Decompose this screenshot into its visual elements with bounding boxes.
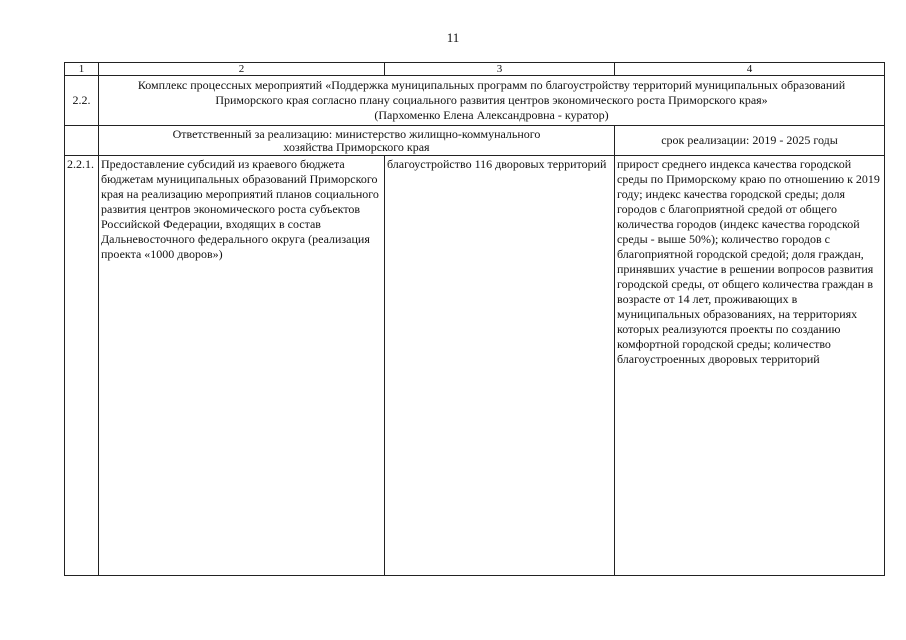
header-col-2: 2 <box>99 63 385 76</box>
section-curator: (Пархоменко Елена Александровна - куратор) <box>374 108 609 122</box>
section-title: Комплекс процессных мероприятий «Поддержка муниципальных программ по благоустройству территорий муниципальных образований Приморского края согласно плану социального развития центров экономического роста Приморского края» <box>137 78 846 107</box>
responsible-text: Ответственный за реализацию: министерство жилищно-коммунального хозяйства Приморского края <box>99 126 615 156</box>
header-col-3: 3 <box>385 63 615 76</box>
row-indicators: прирост среднего индекса качества городской среды по Приморскому краю по отношению к 2019 году; индекс качества городской среды; доля городов с благоприятной средой от общего количества городов (индекс качества городской среды - выше 50%); количество городов с благоприятной городской средой; доля граждан, принявших участие в решении вопросов развития городской среды, от общего количества граждан в возрасте от 14 лет, проживающих в муниципальных образованиях, на территориях которых реализуются проекты по созданию комфортной городской среды; количество благоустроенных дворовых территорий <box>615 156 885 576</box>
section-row <box>65 76 885 126</box>
page-number: 11 <box>446 30 460 45</box>
header-row <box>65 63 885 76</box>
period-text: срок реализации: 2019 - 2025 годы <box>615 126 885 156</box>
row-task: Предоставление субсидий из краевого бюджета бюджетам муниципальных образований Приморского края на реализацию мероприятий планов социального развития центров экономического роста субъектов Российской Федерации, входящих в состав Дальневосточного федерального округа (реализация проекта «1000 дворов») <box>99 156 385 576</box>
header-col-4: 4 <box>615 63 885 76</box>
section-title-cell <box>99 76 885 126</box>
table-row <box>65 156 885 576</box>
row-result: благоустройство 116 дворовых территорий <box>385 156 615 576</box>
responsible-empty-cell <box>65 126 99 156</box>
plan-table <box>64 62 885 576</box>
responsible-row <box>65 126 885 156</box>
section-number: 2.2. <box>65 76 99 126</box>
header-col-1: 1 <box>65 63 99 76</box>
row-number: 2.2.1. <box>65 156 99 576</box>
